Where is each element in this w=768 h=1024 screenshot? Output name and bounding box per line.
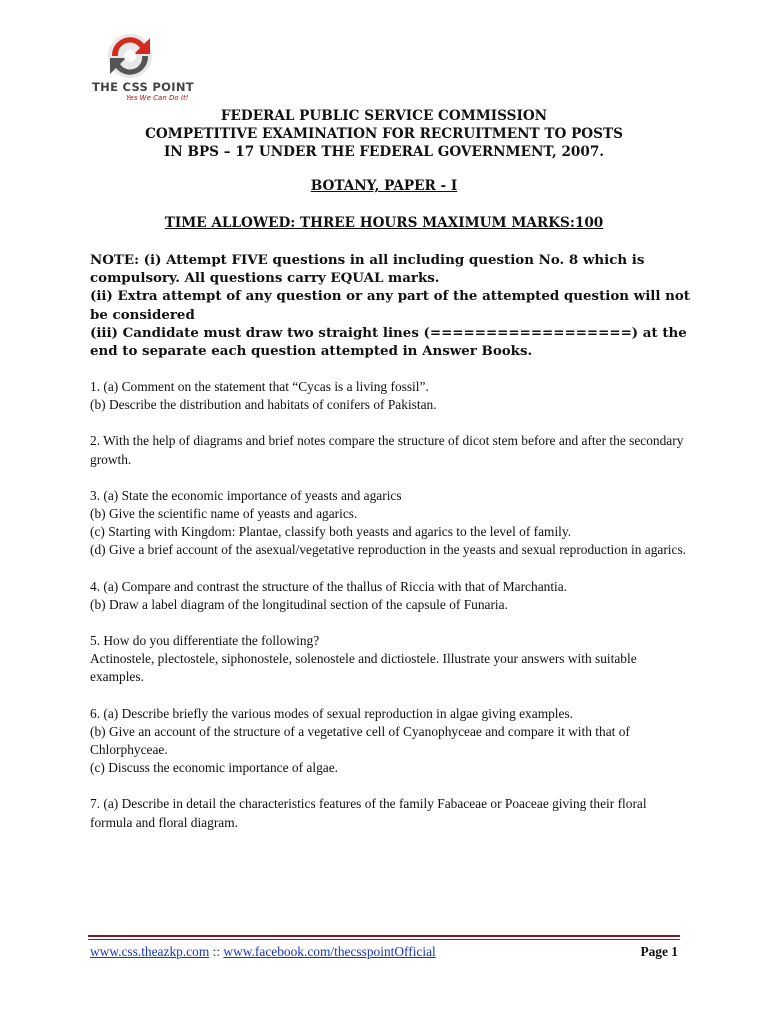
time-marks: TIME ALLOWED: THREE HOURS MAXIMUM MARKS:100 (164, 215, 604, 231)
question-7 (90, 795, 690, 831)
note-line-2: (ii) Extra attempt of any question or any part of the attempted question will not be considered (90, 288, 690, 323)
question-part: (b) Describe the distribution and habitats of conifers of Pakistan. (90, 397, 437, 413)
question-2 (90, 432, 690, 468)
instructions-note (90, 251, 690, 360)
facebook-link[interactable]: www.facebook.com/thecsspointOfficial (223, 944, 436, 959)
question-part: 2. With the help of diagrams and brief notes compare the structure of dicot stem before and after the secondary growth. (90, 433, 684, 467)
question-part: 6. (a) Describe briefly the various modes of sexual reproduction in algae giving examples. (90, 705, 574, 721)
question-part: 4. (a) Compare and contrast the structure of the thallus of Riccia with that of Marchantia. (90, 578, 568, 594)
question-part: (b) Give an account of the structure of a vegetative cell of Cyanophyceae and compare it with that of Chlorphyceae. (90, 723, 630, 758)
page-footer (90, 944, 678, 962)
question-3 (90, 487, 690, 560)
subject-title: BOTANY, PAPER - I (310, 178, 458, 194)
question-part: (b) Give the scientific name of yeasts and agarics. (90, 506, 358, 522)
page-number: Page 1 (640, 944, 678, 959)
question-6 (90, 705, 690, 778)
question-list (90, 378, 690, 850)
header-line-1: FEDERAL PUBLIC SERVICE COMMISSION (220, 108, 548, 124)
question-part: (d) Give a brief account of the asexual/vegetative reproduction in the yeasts and sexual reproduction in agarics. (90, 542, 687, 558)
footer-separator: :: (212, 944, 221, 959)
question-4 (90, 578, 690, 614)
question-part: (b) Draw a label diagram of the longitudinal section of the capsule of Funaria. (90, 596, 508, 612)
question-part: 7. (a) Describe in detail the characteristics features of the family Fabaceae or Poaceae giving their floral formula and floral diagram. (90, 796, 647, 830)
header-line-2: COMPETITIVE EXAMINATION FOR RECRUITMENT TO POSTS (145, 126, 623, 142)
question-part: Actinostele, plectostele, siphonostele, solenostele and dictiostele. Illustrate your answers with suitable examples. (90, 651, 637, 685)
css-point-emblem-icon (100, 30, 160, 82)
question-part: 5. How do you differentiate the following? (90, 633, 320, 649)
question-part: 1. (a) Comment on the statement that “Cycas is a living fossil”. (90, 379, 429, 394)
question-5 (90, 632, 690, 687)
note-line-1: NOTE: (i) Attempt FIVE questions in all including question No. 8 which is compulsory. All questions carry EQUAL marks. (90, 252, 645, 287)
footer-divider (88, 935, 680, 937)
exam-header (0, 107, 768, 161)
footer-divider-thin (88, 939, 680, 940)
question-part: (c) Discuss the economic importance of algae. (90, 760, 339, 776)
header-line-3: IN BPS – 17 UNDER THE FEDERAL GOVERNMENT, 2007. (163, 144, 605, 160)
note-line-3: (iii) Candidate must draw two straight lines (==================) at the end to separate each question attempted in Answer Books. (90, 324, 687, 360)
logo (92, 28, 212, 108)
question-1 (90, 378, 690, 414)
question-part: 3. (a) State the economic importance of yeasts and agarics (90, 487, 402, 503)
logo-tagline: Yes We Can Do It! (126, 94, 189, 102)
question-part: (c) Starting with Kingdom: Plantae, classify both yeasts and agarics to the level of family. (90, 524, 572, 540)
website-link[interactable]: www.css.theazkp.com (90, 944, 210, 959)
logo-name: THE CSS POINT (92, 80, 194, 94)
